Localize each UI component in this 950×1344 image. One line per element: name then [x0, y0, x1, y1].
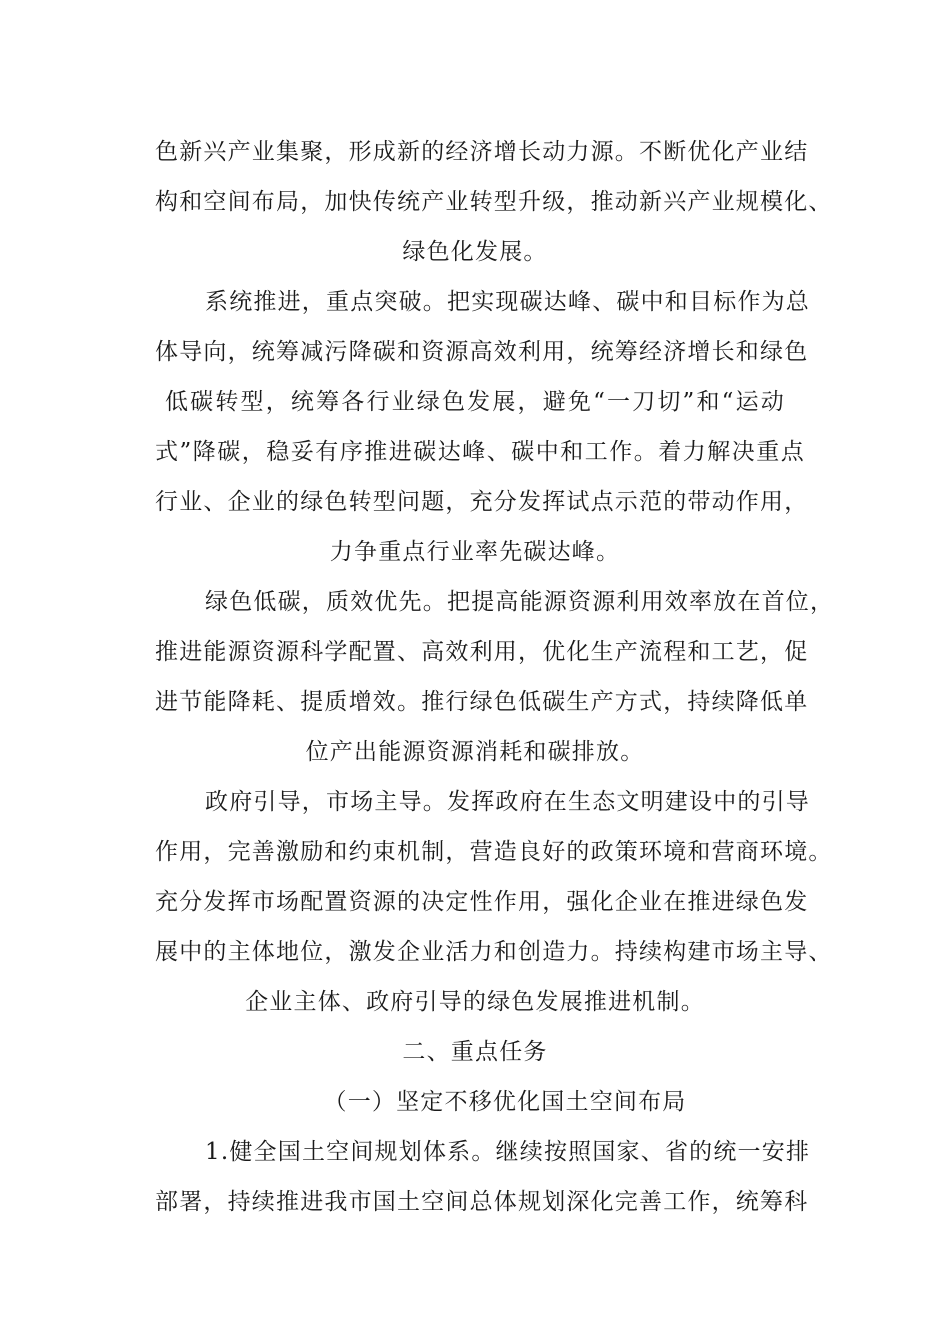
paragraph-line: 绿色化发展。	[402, 239, 548, 265]
paragraph-line: 系统推进，重点突破。把实现碳达峰、碳中和目标作为总	[205, 289, 810, 315]
paragraph-line: 色新兴产业集聚，形成新的经济增长动力源。不断优化产业结	[155, 139, 809, 165]
paragraph-line: 绿色低碳，质效优先。把提高能源资源利用效率放在首位，	[205, 589, 835, 615]
paragraph-line: 构和空间布局，加快传统产业转型升级，推动新兴产业规模化、	[155, 189, 833, 215]
paragraph-line: 力争重点行业率先碳达峰。	[329, 539, 621, 565]
section-heading: 二、重点任务	[402, 1039, 548, 1065]
paragraph-line: 位产出能源资源消耗和碳排放。	[305, 739, 645, 765]
paragraph-line: 作用，完善激励和约束机制，营造良好的政策环境和营商环境。	[155, 839, 833, 865]
paragraph-line: 政府引导，市场主导。发挥政府在生态文明建设中的引导	[205, 789, 810, 815]
item-line: 部署，持续推进我市国土空间总体规划深化完善工作，统筹科	[155, 1189, 809, 1215]
paragraph-line: 展中的主体地位，激发企业活力和创造力。持续构建市场主导、	[155, 939, 833, 965]
paragraph-line: 体导向，统筹减污降碳和资源高效利用，统筹经济增长和绿色	[155, 339, 809, 365]
paragraph-line: 充分发挥市场配置资源的决定性作用，强化企业在推进绿色发	[155, 889, 809, 915]
paragraph-line: 低碳转型，统筹各行业绿色发展，避免“一刀切”和“运动	[165, 389, 785, 415]
item-line: 1.健全国土空间规划体系。继续按照国家、省的统一安排	[205, 1139, 811, 1165]
paragraph-line: 进节能降耗、提质增效。推行绿色低碳生产方式，持续降低单	[155, 689, 809, 715]
paragraph-line: 式”降碳，稳妥有序推进碳达峰、碳中和工作。着力解决重点	[155, 439, 805, 465]
paragraph-line: 企业主体、政府引导的绿色发展推进机制。	[245, 989, 705, 1015]
subsection-heading: （一）坚定不移优化国土空间布局	[323, 1089, 687, 1115]
paragraph-line: 推进能源资源科学配置、高效利用，优化生产流程和工艺，促	[155, 639, 809, 665]
paragraph-line: 行业、企业的绿色转型问题，充分发挥试点示范的带动作用，	[155, 489, 809, 515]
